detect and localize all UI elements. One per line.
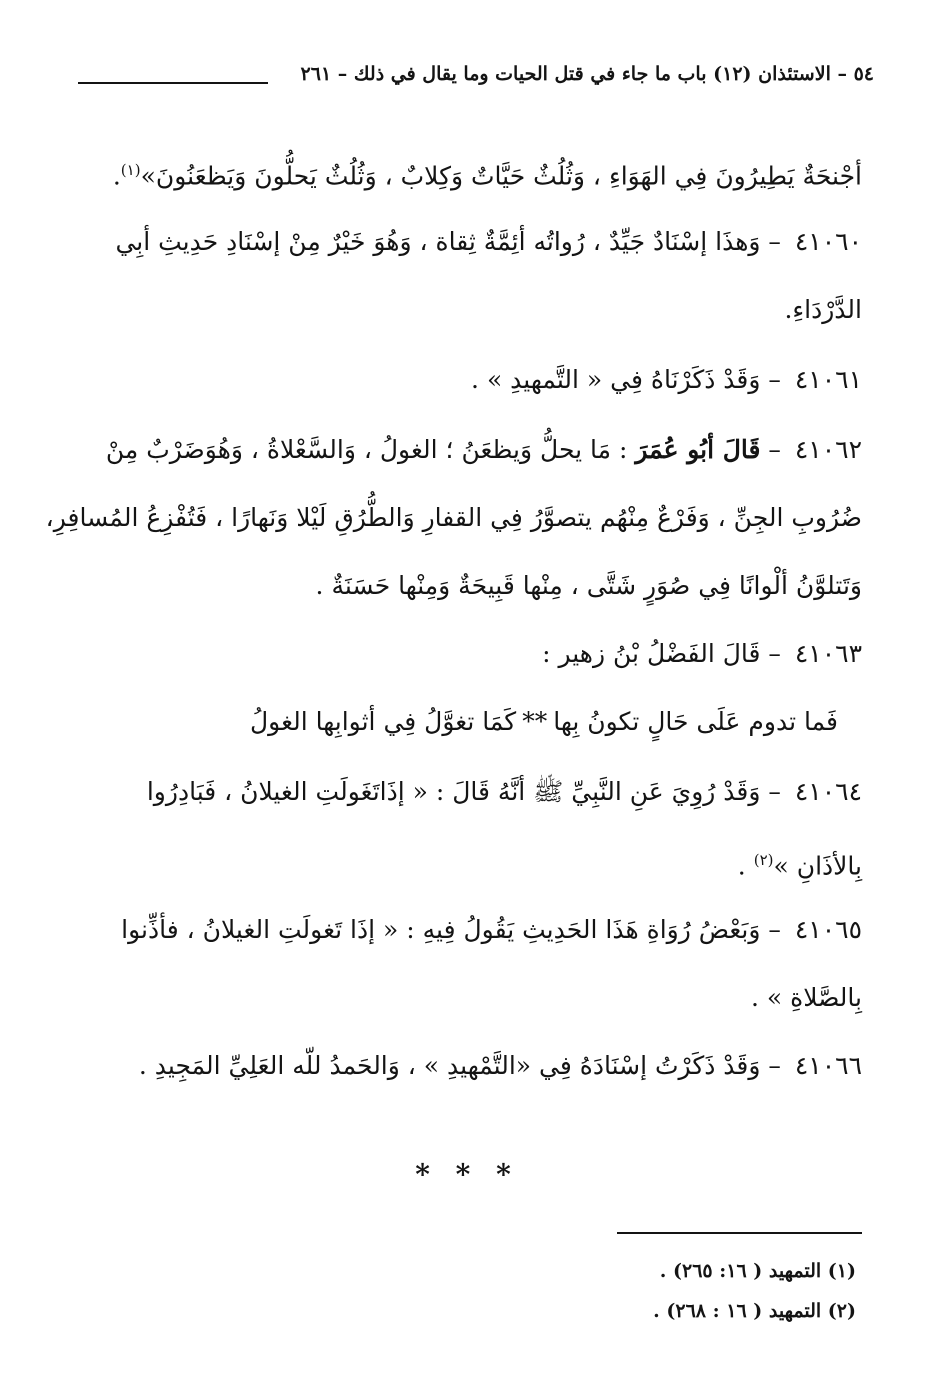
paragraph-dash: –: [768, 639, 781, 668]
footnote-2: [156, 1296, 856, 1326]
paragraph-number: ٤١٠٦٥: [794, 915, 862, 944]
footnote-rule: [617, 1232, 862, 1234]
verse-hemistich-1: فَما تدوم عَلَى حَالٍ تكونُ بِها: [553, 707, 838, 736]
paragraph-41064: [72, 770, 862, 814]
line-tail: .: [112, 161, 121, 191]
paragraph-41066: [72, 1044, 862, 1088]
paragraph-dash: –: [768, 435, 781, 464]
paragraph-text: وَقَدْ رُوِيَ عَنِ النَّبِيِّ ﷺ أنَّهُ قَالَ : « إذَاتَغَولَتِ الغيلانُ ، فَبَادِرُوا: [146, 777, 761, 806]
paragraph-text: الدَّرْدَاءِ.: [784, 295, 862, 324]
paragraph-text: وَهذَا إسْنَادٌ جَيِّدٌ ، رُواتُه أئِمَّةٌ ثِقاة ، وَهُوَ خَيْرٌ مِنْ إسْنَادِ حَدِيثِ أبِي: [115, 227, 761, 256]
paragraph-41060: [72, 220, 862, 264]
paragraph-number: ٤١٠٦٠: [794, 227, 862, 256]
footnote-text: التمهيد ( ١٦: ٢٦٥) .: [659, 1260, 822, 1282]
paragraph-41060-continuation: [72, 288, 862, 332]
paragraph-text: بِالصَّلاةِ » .: [750, 983, 862, 1012]
paragraph-dash: –: [768, 365, 781, 394]
poetry-verse: [78, 700, 838, 744]
paragraph-text: : مَا يحلُّ وَيظعَنُ ؛ الغولُ ، وَالسَّعْلاةُ ، وَهُوَضَرْبٌ مِنْ: [105, 435, 628, 464]
paragraph-41062: [72, 428, 862, 472]
paragraph-41065: [72, 908, 862, 952]
paragraph-number: ٤١٠٦١: [794, 365, 862, 394]
paragraph-text: وَبَعْضُ رُوَاةِ هَذَا الحَدِيثِ يَقُولُ فِيهِ : « إذَا تَغولَتِ الغيلانُ ، فأذِّنوا: [121, 915, 761, 944]
section-end-stars: * * *: [415, 1158, 519, 1191]
paragraph-text: بِالأذَانِ »: [773, 851, 862, 881]
paragraph-41062-line-3: [72, 564, 862, 608]
paragraph-dash: –: [768, 227, 781, 256]
paragraph-number: ٤١٠٦٤: [794, 777, 862, 806]
verse-hemistich-2: كَمَا تغوَّلُ فِي أثوابِها الغولُ: [249, 707, 517, 736]
paragraph-dash: –: [768, 915, 781, 944]
footnote-mark: (١): [827, 1260, 856, 1282]
paragraph-dash: –: [768, 777, 781, 806]
paragraph-text: وَتَتلوَّنُ ألْوانًا فِي صُوَرٍ شَتَّى ، مِنْها قَبِيحَةٌ وَمِنْها حَسَنَةٌ .: [315, 571, 862, 600]
line-text: أجْنحَةٌ يَطِيرُونَ فِي الهَوَاءِ ، وَثُلُثٌ حَيَّاتٌ وَكِلابٌ ، وَثُلُثٌ يَحلُّونَ وَيَظعَنُونَ»: [140, 161, 862, 191]
paragraph-41063: [72, 632, 862, 676]
line-tail: .: [737, 851, 746, 881]
paragraph-text: قَالَ الفَضْلُ بْنُ زهير :: [542, 639, 761, 668]
paragraph-text: ضُرُوبِ الجِنِّ ، وَفَرْعٌ مِنْهُم يتصوَّرُ فِي القفارِ وَالطُّرُقِ لَيْلا وَنَهارًا ، فَتُفْزِعُ المُسافِرِ،: [45, 503, 862, 532]
paragraph-41062-line-2: [45, 496, 862, 540]
header-rule: [78, 82, 268, 84]
running-header: [78, 58, 874, 90]
footnote-text: التمهيد ( ١٦ : ٢٦٨) .: [653, 1300, 822, 1322]
paragraph-41065-continuation: [72, 976, 862, 1020]
paragraph-number: ٤١٠٦٣: [794, 639, 862, 668]
paragraph-number: ٤١٠٦٦: [794, 1051, 862, 1080]
footnote-ref-2: (٢): [753, 851, 774, 869]
paragraph-text: وَقَدْ ذَكَرْتُ إسْنَادَهُ فِي «التَّمْهيدِ » ، وَالحَمدُ للّه العَلِيِّ المَجِيدِ .: [138, 1051, 761, 1080]
paragraph-number: ٤١٠٦٢: [794, 435, 862, 464]
paragraph-41061: [72, 358, 862, 402]
speaker-name: قَالَ أبُو عُمَرَ: [635, 435, 761, 464]
header-title: ٥٤ – الاستئذان (١٢) باب ما جاء في قتل الحيات وما يقال في ذلك – ٢٦١: [300, 63, 874, 85]
footnote-1: [156, 1256, 856, 1286]
continuation-line: [72, 148, 862, 192]
footnote-ref-1: (١): [120, 161, 141, 179]
footnote-mark: (٢): [827, 1300, 856, 1322]
paragraph-41064-continuation: [72, 838, 862, 882]
paragraph-dash: –: [768, 1051, 781, 1080]
verse-separator: **: [522, 707, 548, 736]
paragraph-text: وَقَدْ ذَكَرْنَاهُ فِي « التَّمهيدِ » .: [471, 365, 761, 394]
